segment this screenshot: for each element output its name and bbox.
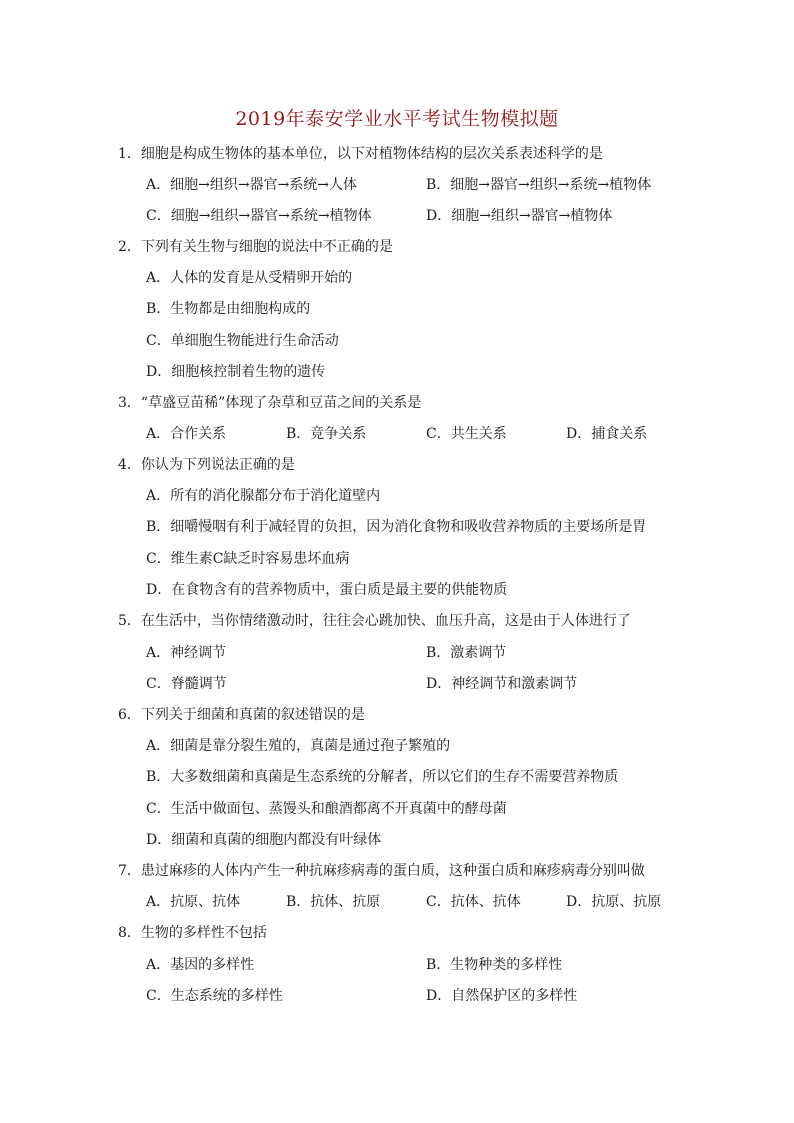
question-2-option-c: C．单细胞生物能进行生命活动	[146, 333, 339, 349]
question-2-option-d: D．细胞核控制着生物的遗传	[146, 364, 326, 380]
question-3-option-b: B．竞争关系	[286, 426, 367, 442]
question-6-option-d: D．细菌和真菌的细胞内都没有叶绿体	[146, 832, 382, 848]
question-1-option-a: A．细胞→组织→器官→系统→人体	[146, 177, 358, 193]
question-7-option-c: C．抗体、抗体	[426, 894, 521, 910]
question-3-option-a: A．合作关系	[146, 426, 227, 442]
question-7-option-b: B．抗体、抗原	[286, 894, 381, 910]
question-5-option-c: C．脊髓调节	[146, 676, 227, 692]
question-4-option-c: C．维生素C缺乏时容易患坏血病	[146, 551, 350, 567]
question-5-option-d: D．神经调节和激素调节	[426, 676, 578, 692]
question-8-option-c: C．生态系统的多样性	[146, 988, 283, 1004]
exam-title: 2019年泰安学业水平考试生物模拟题	[235, 108, 559, 130]
question-7-option-d: D．抗原、抗原	[566, 894, 662, 910]
question-2-stem: 2．下列有关生物与细胞的说法中不正确的是	[118, 239, 393, 255]
question-8-option-b: B．生物种类的多样性	[426, 957, 563, 973]
question-6-option-c: C．生活中做面包、蒸馒头和酿酒都离不开真菌中的酵母菌	[146, 801, 507, 817]
question-8-option-a: A．基因的多样性	[146, 957, 255, 973]
question-2-option-a: A．人体的发育是从受精卵开始的	[146, 270, 353, 286]
question-8-stem: 8．生物的多样性不包括	[118, 925, 267, 941]
question-3-option-c: C．共生关系	[426, 426, 507, 442]
question-4-option-b: B．细嚼慢咽有利于减轻胃的负担，因为消化食物和吸收营养物质的主要场所是胃	[146, 519, 647, 535]
question-8-option-d: D．自然保护区的多样性	[426, 988, 578, 1004]
question-3-option-d: D．捕食关系	[566, 426, 648, 442]
question-6-option-a: A．细菌是靠分裂生殖的，真菌是通过孢子繁殖的	[146, 738, 451, 754]
question-1-stem: 1．细胞是构成生物体的基本单位，以下对植物体结构的层次关系表述科学的是	[118, 146, 603, 162]
question-5-option-a: A．神经调节	[146, 645, 227, 661]
question-1-option-b: B．细胞→器官→组织→系统→植物体	[426, 177, 652, 193]
question-5-option-b: B．激素调节	[426, 645, 507, 661]
question-4-option-a: A．所有的消化腺都分布于消化道壁内	[146, 488, 381, 504]
question-6-stem: 6．下列关于细菌和真菌的叙述错误的是	[118, 707, 365, 723]
question-3-stem: 3．“草盛豆苗稀”体现了杂草和豆苗之间的关系是	[118, 395, 422, 411]
question-1-option-c: C．细胞→组织→器官→系统→植物体	[146, 208, 372, 224]
question-6-option-b: B．大多数细菌和真菌是生态系统的分解者，所以它们的生存不需要营养物质	[146, 769, 619, 785]
question-1-option-d: D．细胞→组织→器官→植物体	[426, 208, 613, 224]
question-4-stem: 4．你认为下列说法正确的是	[118, 457, 295, 473]
question-4-option-d: D．在食物含有的营养物质中，蛋白质是最主要的供能物质	[146, 582, 508, 598]
question-7-stem: 7．患过麻疹的人体内产生一种抗麻疹病毒的蛋白质，这种蛋白质和麻疹病毒分别叫做	[118, 863, 645, 879]
question-7-option-a: A．抗原、抗体	[146, 894, 241, 910]
question-5-stem: 5．在生活中，当你情绪激动时，往往会心跳加快、血压升高，这是由于人体进行了	[118, 613, 631, 629]
question-2-option-b: B．生物都是由细胞构成的	[146, 301, 311, 317]
